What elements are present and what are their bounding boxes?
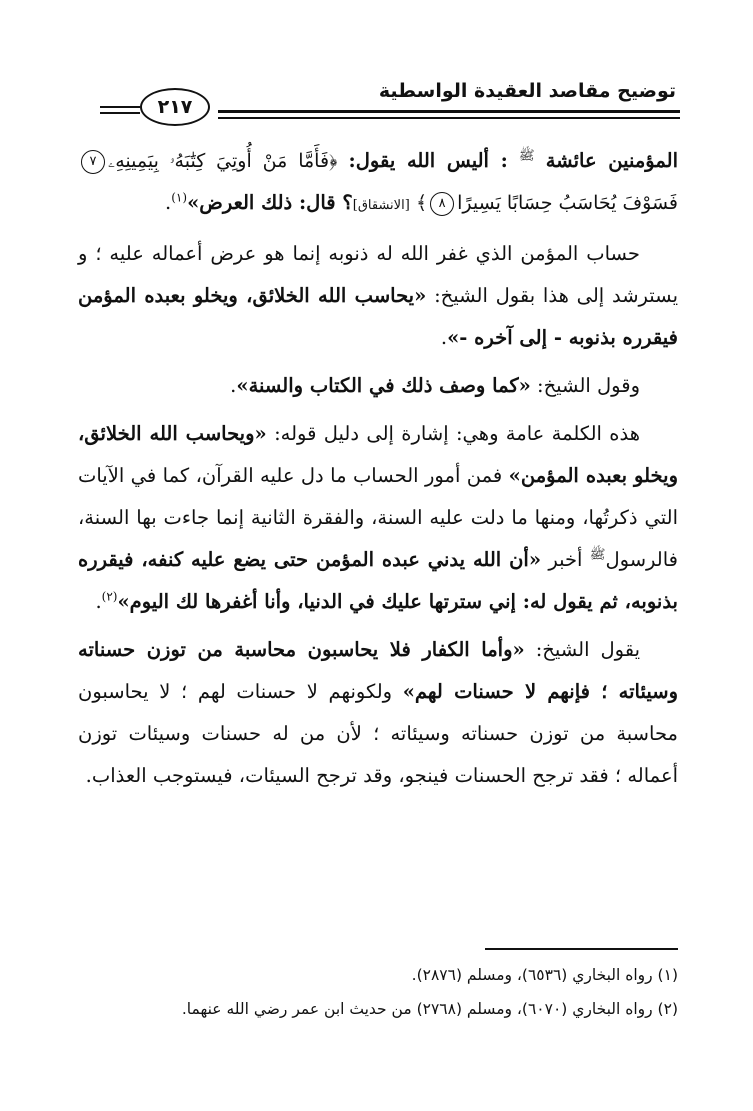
text-span: المؤمنين عائشة [545, 149, 678, 172]
text-span: فمن أمور الحساب ما دل عليه القرآن، كما في الآيات التي ذكرتُها، ومنها ما دلت عليه السنة، والفقرة الثانية إنما جاءت بها السنة، فالرسول [78, 464, 678, 571]
text-span: . [95, 590, 102, 613]
running-title: توضيح مقاصد العقيدة الواسطية [378, 80, 676, 102]
text-span: يقول الشيخ: [535, 638, 641, 661]
text-span: حساب المؤمن الذي غفر الله له ذنوبه إنما هو عرض أعماله عليه ؛ و يسترشد إلى هذا بقول الشيخ: [78, 242, 679, 307]
text-span: ؟ قال: ذلك العرض» [187, 191, 353, 214]
honorific: ﷺ [518, 148, 535, 164]
quote-span: «يحاسب الله الخلائق، ويخلو بعبده المؤمن فيقرره بذنوبه - إلى آخره -» [78, 284, 678, 349]
quran-verse: فَسَوْفَ يُحَاسَبُ حِسَابًا يَسِيرًا [457, 192, 678, 214]
footnote-marker: (١) [171, 190, 188, 205]
footnote-separator [485, 948, 678, 950]
footnote-2: (٢) رواه البخاري (٦٠٧٠)، ومسلم (٢٧٦٨) من حديث ابن عمر رضي الله عنهما. [181, 1000, 678, 1018]
page-number: ٢١٧ [140, 88, 210, 126]
paragraph-2 [78, 233, 678, 359]
quote-span: «كما وصف ذلك في الكتاب والسنة» [236, 374, 531, 397]
footnote-marker: (٢) [101, 589, 118, 604]
text-span: . [165, 191, 172, 214]
paragraph-1 [78, 140, 678, 227]
text-span: أخبر [548, 548, 583, 571]
header-rule-left-2 [100, 112, 140, 114]
text-span: ولكونهم لا حسنات لهم ؛ لا يحاسبون محاسبة من توزن حسناته وسيئاته ؛ لأن من له حسنات وسيئات توزن أعماله ؛ فقد ترجح الحسنات فينجو، وقد ترجح السيئات، فيستوجب العذاب. [78, 680, 678, 787]
paragraph-3 [78, 365, 678, 407]
footnotes [78, 958, 678, 1026]
header-rule-left [100, 106, 140, 108]
honorific: ﷺ [589, 547, 606, 563]
quran-bracket: ﴾ [415, 192, 428, 214]
ayah-number: ٨ [430, 192, 454, 216]
page-header [100, 72, 680, 132]
text-span: هذه الكلمة عامة وهي: إشارة إلى دليل قوله: [274, 422, 640, 445]
page-body [78, 140, 678, 803]
text-span: . [440, 326, 448, 349]
text-span: . [230, 374, 237, 397]
text-span: : أليس الله يقول: [348, 149, 508, 172]
surah-reference: [الانشقاق] [352, 198, 410, 213]
footnote-1: (١) رواه البخاري (٦٥٣٦)، ومسلم (٢٨٧٦). [411, 966, 678, 984]
quote-span: «وأما الكفار فلا يحاسبون محاسبة من توزن حسناته وسيئاته ؛ فإنهم لا حسنات لهم» [78, 638, 679, 703]
paragraph-4 [78, 413, 678, 623]
quote-span: «أن الله يدني عبده المؤمن حتى يضع عليه كنفه، فيقرره بذنوبه، ثم يقول له: إني سترتها عليك في الدنيا، وأنا أغفرها لك اليوم» [78, 548, 678, 613]
quran-verse: ﴿فَأَمَّا مَنْ أُوتِيَ كِتَٰبَهُۥ بِيَمِينِهِۦ [108, 150, 338, 172]
text-span: وقول الشيخ: [537, 374, 640, 397]
header-rule-top [218, 110, 680, 113]
paragraph-5 [78, 629, 678, 797]
quote-span: «ويحاسب الله الخلائق، ويخلو بعبده المؤمن» [78, 422, 678, 487]
header-rule-bottom [218, 117, 680, 119]
ayah-number: ٧ [81, 150, 105, 174]
